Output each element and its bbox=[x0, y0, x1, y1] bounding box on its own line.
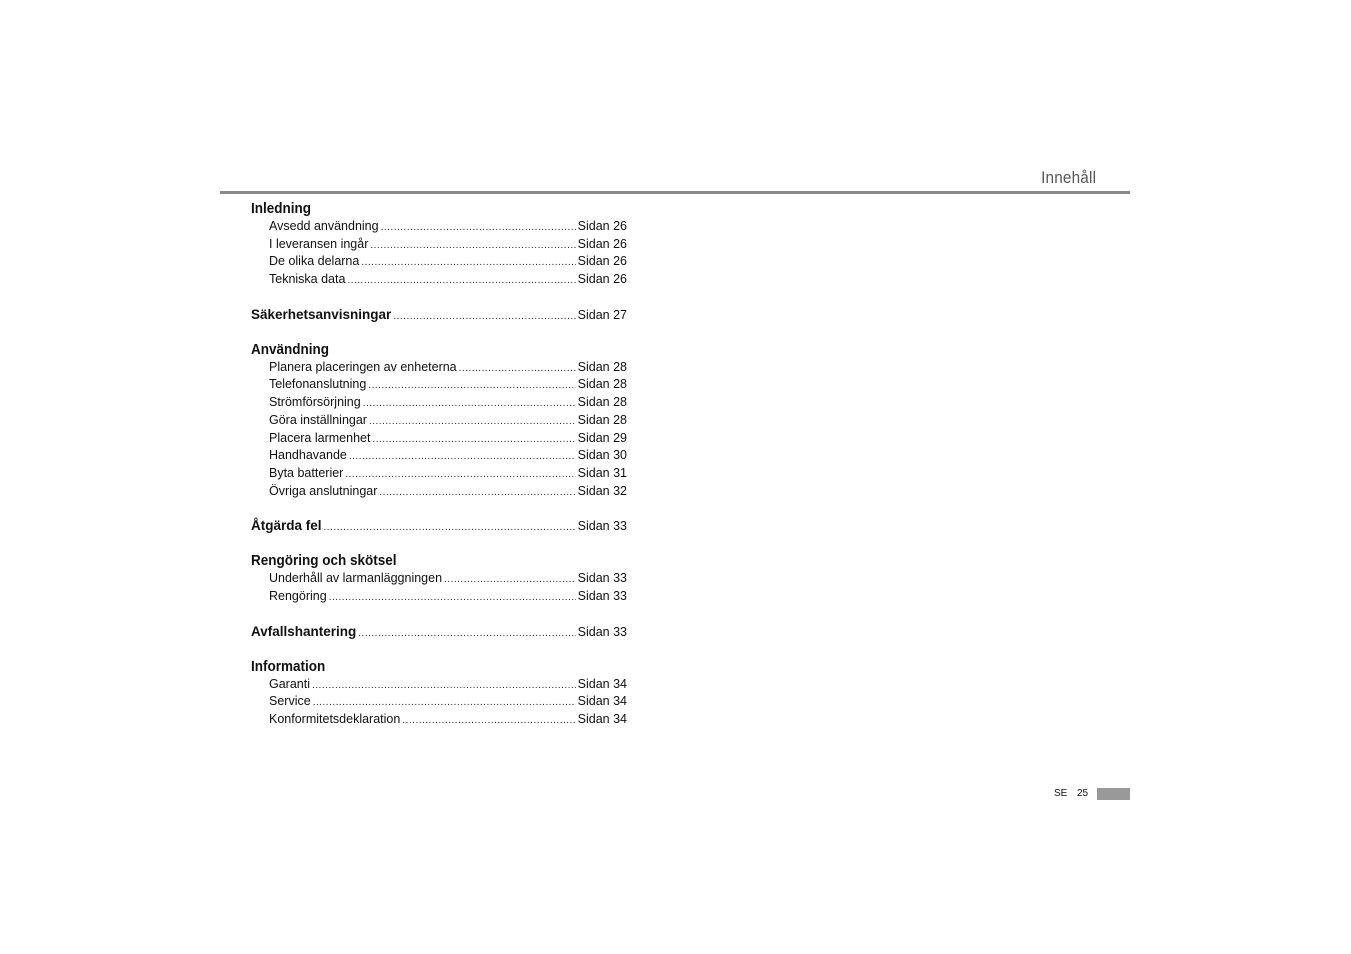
toc-entry-page: Sidan 34 bbox=[577, 712, 627, 726]
toc-entry[interactable] bbox=[251, 483, 627, 501]
toc-entry[interactable] bbox=[251, 570, 627, 588]
toc-section-heading: Rengöring och skötsel bbox=[251, 552, 397, 570]
dot-leader bbox=[444, 571, 576, 589]
page-tab-marker bbox=[1097, 788, 1130, 800]
toc-entry-page: Sidan 29 bbox=[577, 430, 627, 445]
page-title: Innehåll bbox=[1040, 168, 1096, 187]
toc-entry-label: Avsedd användning bbox=[269, 219, 379, 233]
toc-entry-page: Sidan 26 bbox=[577, 219, 627, 233]
dot-leader bbox=[349, 448, 576, 466]
dot-leader bbox=[363, 395, 576, 413]
toc-entry-page: Sidan 34 bbox=[577, 694, 627, 709]
toc-entry-label: Garanti bbox=[269, 676, 310, 691]
toc-entry-page: Sidan 28 bbox=[577, 395, 627, 410]
toc-entry-page: Sidan 26 bbox=[577, 236, 627, 251]
toc-entry-page: Sidan 27 bbox=[577, 307, 627, 322]
toc-entry-label: Avfallshantering bbox=[251, 623, 357, 639]
toc-entry-top-level[interactable] bbox=[251, 623, 627, 641]
dot-leader bbox=[368, 377, 575, 395]
toc-section bbox=[251, 658, 627, 729]
toc-entry[interactable] bbox=[251, 412, 627, 430]
toc-entry-page: Sidan 32 bbox=[577, 483, 627, 498]
table-of-contents bbox=[251, 200, 627, 746]
toc-entry[interactable] bbox=[251, 430, 627, 448]
toc-entry[interactable] bbox=[251, 465, 627, 483]
toc-entry-label: Säkerhetsanvisningar bbox=[251, 306, 392, 322]
toc-section-heading: Inledning bbox=[251, 200, 312, 217]
dot-leader bbox=[379, 484, 575, 502]
dot-leader bbox=[393, 308, 575, 326]
toc-entry[interactable] bbox=[251, 711, 627, 729]
toc-entry-page: Sidan 33 bbox=[577, 571, 627, 586]
dot-leader bbox=[358, 625, 575, 643]
toc-entry[interactable] bbox=[251, 588, 627, 606]
toc-entry-page: Sidan 26 bbox=[577, 272, 627, 287]
dot-leader bbox=[402, 712, 575, 730]
dot-leader bbox=[361, 254, 575, 272]
toc-section bbox=[251, 200, 627, 289]
toc-entry-page: Sidan 33 bbox=[577, 588, 627, 603]
page-footer bbox=[1000, 788, 1130, 800]
dot-leader bbox=[313, 694, 576, 712]
toc-entry[interactable] bbox=[251, 693, 627, 711]
toc-entry-label: Göra inställningar bbox=[269, 412, 367, 427]
toc-entry-page: Sidan 28 bbox=[577, 359, 627, 374]
toc-entry-top-level[interactable] bbox=[251, 306, 627, 324]
toc-entry-label: Telefonanslutning bbox=[269, 377, 367, 392]
toc-entry-page: Sidan 33 bbox=[577, 519, 627, 534]
toc-entry-label: De olika delarna bbox=[269, 254, 360, 269]
toc-entry[interactable] bbox=[251, 359, 627, 377]
dot-leader bbox=[369, 413, 576, 431]
toc-entry-label: Strömförsörjning bbox=[269, 395, 361, 410]
toc-entry[interactable] bbox=[251, 394, 627, 412]
toc-entry-label: Planera placeringen av enheterna bbox=[269, 359, 457, 374]
toc-entry-page: Sidan 28 bbox=[577, 377, 627, 392]
toc-entry-page: Sidan 31 bbox=[577, 465, 627, 480]
toc-section-heading: Information bbox=[251, 657, 326, 675]
toc-entry-page: Sidan 30 bbox=[577, 448, 627, 463]
toc-entry[interactable] bbox=[251, 676, 627, 694]
dot-leader bbox=[370, 237, 575, 255]
toc-section-heading: Användning bbox=[251, 340, 330, 358]
toc-entry-page: Sidan 28 bbox=[577, 412, 627, 427]
toc-entry-page: Sidan 26 bbox=[577, 254, 627, 269]
dot-leader bbox=[324, 519, 576, 537]
toc-entry[interactable] bbox=[251, 218, 627, 236]
toc-entry-label: Rengöring bbox=[269, 588, 327, 603]
dot-leader bbox=[372, 431, 575, 449]
toc-entry-label: Övriga anslutningar bbox=[269, 483, 378, 498]
toc-entry-label: Placera larmenhet bbox=[269, 430, 371, 445]
toc-entry[interactable] bbox=[251, 447, 627, 465]
toc-entry-label: I leveransen ingår bbox=[269, 236, 369, 251]
dot-leader bbox=[312, 677, 576, 695]
toc-entry-top-level[interactable] bbox=[251, 517, 627, 535]
dot-leader bbox=[347, 272, 575, 290]
toc-entry-label: Tekniska data bbox=[269, 272, 346, 287]
toc-section bbox=[251, 552, 627, 605]
toc-entry-label: Byta batterier bbox=[269, 465, 344, 480]
dot-leader bbox=[345, 466, 575, 484]
toc-entry-label: Åtgärda fel bbox=[251, 518, 322, 534]
page-number: 25 bbox=[1077, 788, 1089, 799]
language-code: SE bbox=[1054, 788, 1068, 799]
toc-entry-page: Sidan 34 bbox=[577, 676, 627, 691]
toc-entry[interactable] bbox=[251, 253, 627, 271]
toc-section bbox=[251, 341, 627, 501]
toc-section bbox=[251, 623, 627, 641]
toc-entry-label: Konformitetsdeklaration bbox=[269, 712, 401, 726]
toc-entry-label: Underhåll av larmanläggningen bbox=[269, 571, 443, 586]
toc-entry[interactable] bbox=[251, 376, 627, 394]
dot-leader bbox=[381, 219, 576, 237]
toc-section bbox=[251, 306, 627, 324]
toc-entry-label: Handhavande bbox=[269, 448, 347, 463]
toc-entry-label: Service bbox=[269, 694, 311, 709]
toc-entry[interactable] bbox=[251, 236, 627, 254]
toc-section bbox=[251, 517, 627, 535]
header-rule bbox=[220, 191, 1130, 194]
toc-entry-page: Sidan 33 bbox=[577, 624, 627, 639]
dot-leader bbox=[459, 360, 576, 378]
dot-leader bbox=[329, 589, 576, 607]
toc-entry[interactable] bbox=[251, 271, 627, 289]
